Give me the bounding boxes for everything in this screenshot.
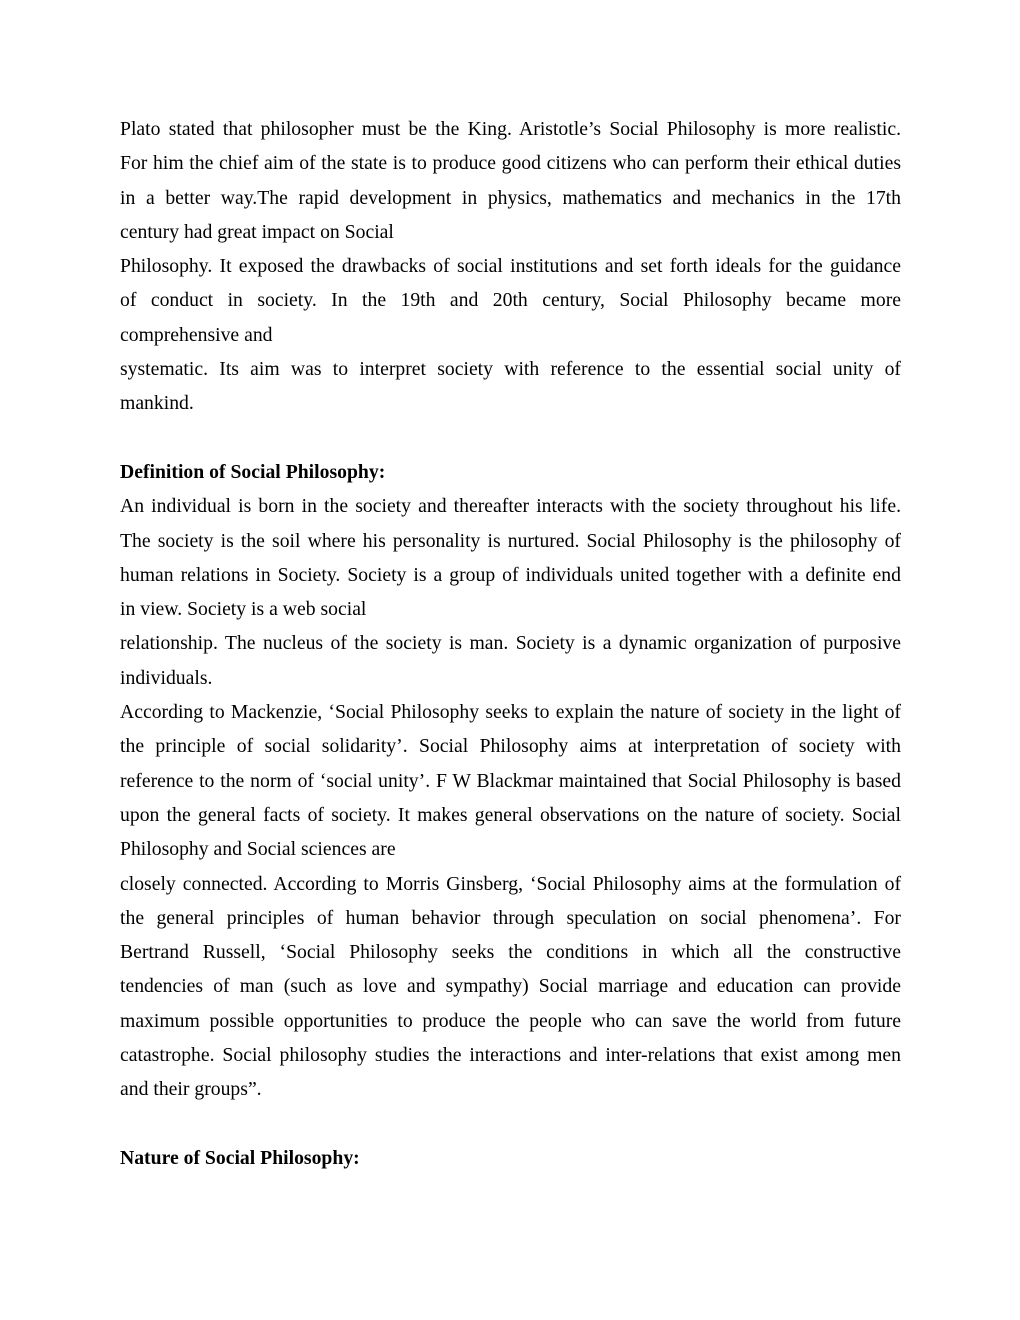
text-line: Plato stated that philosopher must be the King. Aristotle’s Social Philosophy is more realistic. [120, 118, 901, 140]
text-line: the general principles of human behavior through speculation on social phenomena’. For [120, 906, 901, 929]
text-line: closely connected. According to Morris Ginsberg, ‘Social Philosophy aims at the formulation of [120, 872, 901, 895]
text-line: Bertrand Russell, ‘Social Philosophy seeks the conditions in which all the constructive [120, 941, 901, 964]
paragraph [120, 695, 901, 866]
text-line: The society is the soil where his personality is nurtured. Social Philosophy is the philosophy of [120, 529, 901, 552]
text-line: According to Mackenzie, ‘Social Philosophy seeks to explain the nature of society in the light of [120, 701, 901, 724]
text-line: Philosophy and Social sciences are [120, 838, 396, 861]
paragraph [120, 626, 901, 695]
text-line: in a better way.The rapid development in physics, mathematics and mechanics in the 17th [120, 186, 901, 209]
text-line: comprehensive and [120, 323, 273, 346]
section-heading-nature: Nature of Social Philosophy: [120, 1146, 360, 1169]
text-line: Philosophy. It exposed the drawbacks of social institutions and set forth ideals for the guidance [120, 255, 901, 278]
text-line: For him the chief aim of the state is to produce good citizens who can perform their ethical duties [120, 152, 901, 175]
text-line: mankind. [120, 392, 194, 415]
blank-line [120, 421, 901, 455]
paragraph [120, 867, 901, 1107]
text-line: human relations in Society. Society is a group of individuals united together with a definite end [120, 563, 901, 586]
text-line: tendencies of man (such as love and sympathy) Social marriage and education can provide [120, 975, 901, 998]
text-line: the principle of social solidarity’. Social Philosophy aims at interpretation of society with [120, 735, 901, 758]
text-line: An individual is born in the society and thereafter interacts with the society throughout his life. [120, 495, 901, 518]
text-line: of conduct in society. In the 19th and 20th century, Social Philosophy became more [120, 289, 901, 312]
text-line: and their groups”. [120, 1078, 262, 1101]
text-line: century had great impact on Social [120, 220, 394, 243]
text-line: catastrophe. Social philosophy studies the interactions and inter-relations that exist among men [120, 1044, 901, 1067]
text-line: reference to the norm of ‘social unity’. F W Blackmar maintained that Social Philosophy is based [120, 769, 901, 792]
paragraph [120, 249, 901, 352]
paragraph [120, 112, 901, 249]
section-heading-definition: Definition of Social Philosophy: [120, 460, 386, 483]
text-line: individuals. [120, 666, 213, 689]
paragraph [120, 489, 901, 626]
text-line: maximum possible opportunities to produce the people who can save the world from future [120, 1009, 901, 1032]
text-line: systematic. Its aim was to interpret society with reference to the essential social unity of [120, 358, 901, 381]
text-line: upon the general facts of society. It makes general observations on the nature of society. Social [120, 803, 901, 826]
paragraph [120, 352, 901, 421]
text-line: in view. Society is a web social [120, 598, 367, 621]
document-content [120, 112, 901, 1175]
text-line: relationship. The nucleus of the society is man. Society is a dynamic organization of purposive [120, 632, 901, 655]
blank-line [120, 1107, 901, 1141]
